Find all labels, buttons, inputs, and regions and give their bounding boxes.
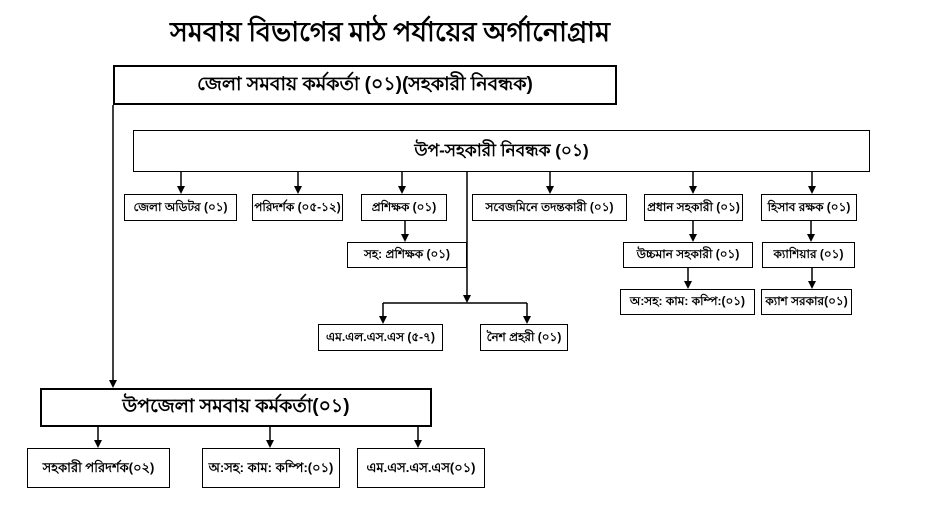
- node-upper-division-assistant: উচ্চমান সহকারী (০১): [623, 242, 753, 268]
- node-district-auditor: জেলা অডিটর (০১): [124, 194, 237, 221]
- node-deputy-assistant-registrar: উপ-সহকারী নিবন্ধক (০১): [133, 130, 870, 172]
- node-cashier: ক্যাশিয়ার (০১): [762, 242, 855, 268]
- node-upazila-office-asst-cum-computer: অ:সহ: কাম: কম্পি:(০১): [202, 448, 340, 488]
- node-field-investigator: সবেজমিনে তদন্তকারী (০১): [472, 194, 627, 221]
- node-office-asst-cum-computer: অ:সহ: কাম: কম্পি:(০১): [620, 289, 755, 315]
- page-title: সমবায় বিভাগের মাঠ পর্যায়ের অর্গানোগ্রাম: [169, 17, 610, 47]
- node-cash-sarkar: ক্যাশ সরকার(০১): [761, 289, 852, 315]
- node-msss: এম.এস.এস.এস(০১): [357, 448, 485, 488]
- node-assistant-inspector: সহকারী পরিদর্শক(০২): [27, 448, 170, 488]
- node-assistant-trainer: সহ: প্রশিক্ষক (০১): [347, 242, 467, 268]
- node-upazila-cooperative-officer: উপজেলা সমবায় কর্মকর্তা(০১): [40, 388, 432, 427]
- node-mlss: এম.এল.এস.এস (৫-৭): [318, 324, 443, 351]
- node-district-cooperative-officer: জেলা সমবায় কর্মকর্তা (০১)(সহকারী নিবন্ধক): [113, 65, 617, 105]
- node-night-guard: নৈশ প্রহরী (০১): [480, 324, 568, 351]
- node-inspector: পরিদর্শক (০৫-১২): [252, 194, 343, 221]
- node-accountant: হিসাব রক্ষক (০১): [761, 194, 857, 221]
- node-head-assistant: প্রধান সহকারী (০১): [644, 194, 743, 221]
- node-trainer: প্রশিক্ষক (০১): [361, 194, 447, 221]
